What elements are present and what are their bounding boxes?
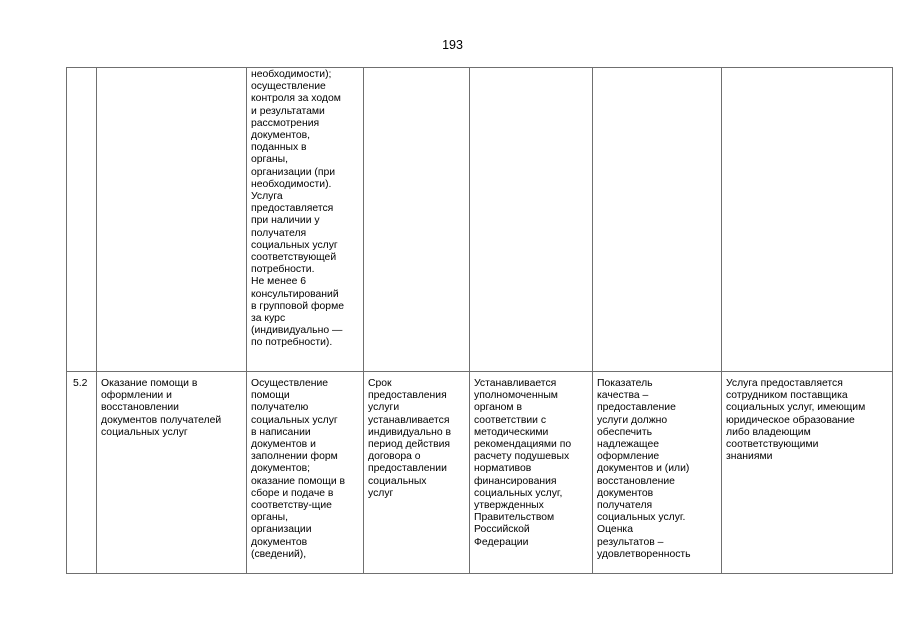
cell-text-line: (сведений), xyxy=(251,548,307,560)
cell-text-line: финансирования xyxy=(474,475,557,487)
cell-service-description xyxy=(247,68,364,372)
cell-quality-indicators xyxy=(593,372,722,574)
cell-text-line: получателя xyxy=(251,227,307,239)
cell-text-line: надлежащее xyxy=(597,439,660,451)
cell-service-conditions xyxy=(722,68,893,372)
services-table xyxy=(66,67,893,574)
cell-text-line: Срок xyxy=(368,378,392,389)
cell-text-line: социальных услуг xyxy=(101,426,188,438)
cell-service-description xyxy=(247,372,364,574)
cell-text-line: услуги должно xyxy=(597,414,668,426)
cell-text-line: в групповой форме xyxy=(251,300,344,312)
cell-text-line: предоставления xyxy=(368,390,447,402)
cell-text-line: (индивидуально — xyxy=(251,325,343,337)
cell-text-line: по потребности). xyxy=(251,337,333,349)
cell-text-line: в написании xyxy=(251,426,311,438)
cell-text-line: уполномоченным xyxy=(474,390,558,402)
row-number-text: 5.2 xyxy=(73,378,88,389)
cell-text-line: организации (при xyxy=(251,166,336,178)
cell-text-line: устанавливается xyxy=(368,414,450,426)
cell-text-line: Правительством xyxy=(474,512,555,524)
cell-text-line: соответствующими xyxy=(726,439,819,451)
cell-text-line: методическими xyxy=(474,426,549,438)
cell-text-line: индивидуально в xyxy=(368,426,452,438)
cell-text-line: Устанавливается xyxy=(474,378,557,389)
cell-text-line: восстановление xyxy=(597,475,675,487)
cell-text-line: услуг xyxy=(368,487,394,499)
cell-text-line: Не менее 6 xyxy=(251,276,307,288)
cell-service-term xyxy=(364,372,470,574)
cell-text-line: расчету подушевых xyxy=(474,451,570,463)
cell-text-line: документов; xyxy=(251,463,311,475)
cell-text-line: сборе и подаче в xyxy=(251,487,334,499)
cell-text-line: оформление xyxy=(597,451,660,463)
cell-text-line: услуги xyxy=(368,402,400,414)
cell-text-line: Оценка xyxy=(597,524,633,536)
page-number: 193 xyxy=(442,38,463,52)
table-row-5-2 xyxy=(67,372,893,574)
cell-text-line: договора о xyxy=(368,451,421,463)
cell-text-line: Осуществление xyxy=(251,378,329,389)
cell-text-line: предоставляется xyxy=(251,203,334,215)
cell-text-line: социальных xyxy=(368,475,427,487)
cell-text-line: Оказание помощи в xyxy=(101,378,198,389)
cell-text-line: юридическое образование xyxy=(726,414,855,426)
cell-text-line: Услуга xyxy=(251,191,283,203)
cell-text-line: документов xyxy=(251,536,308,548)
cell-text-line: необходимости); xyxy=(251,69,332,80)
cell-text-line: контроля за ходом xyxy=(251,93,341,105)
cell-text-line: при наличии у xyxy=(251,215,320,227)
cell-text-line: осуществление xyxy=(251,81,326,93)
cell-text-line: органы, xyxy=(251,154,288,166)
cell-text-line: социальных услуг xyxy=(251,414,338,426)
cell-text-line: соответствующей xyxy=(251,252,337,264)
cell-text-line: Показатель xyxy=(597,378,653,389)
cell-text-line: сотрудником поставщика xyxy=(726,390,848,402)
cell-text-line: соответству-щие xyxy=(251,500,332,512)
cell-text-line: период действия xyxy=(368,439,451,451)
cell-service-conditions xyxy=(722,372,893,574)
cell-text-line: социальных услуг, xyxy=(474,487,563,499)
cell-service-term xyxy=(364,68,470,372)
cell-text-line: Российской xyxy=(474,524,530,536)
cell-text-line: Федерации xyxy=(474,536,529,548)
cell-service-norm xyxy=(470,372,593,574)
cell-text-line: за курс xyxy=(251,313,286,325)
cell-text-line: органом в xyxy=(474,402,522,414)
cell-text-line: документов, xyxy=(251,130,311,142)
cell-service-name xyxy=(97,372,247,574)
cell-number xyxy=(67,372,97,574)
cell-text-line: организации xyxy=(251,524,312,536)
cell-text-line: оформлении и xyxy=(101,390,172,402)
cell-text-line: нормативов xyxy=(474,463,532,475)
cell-text-line: заполнении форм xyxy=(251,451,338,463)
cell-text-line: обеспечить xyxy=(597,426,653,438)
cell-text-line: социальных услуг. xyxy=(597,512,686,524)
cell-text-line: получателю xyxy=(251,402,309,414)
cell-text-line: социальных услуг xyxy=(251,239,338,251)
cell-text-line: помощи xyxy=(251,390,290,402)
cell-text-line: знаниями xyxy=(726,451,773,463)
cell-text-line: и результатами xyxy=(251,105,325,117)
cell-quality-indicators xyxy=(593,68,722,372)
cell-text-line: консультирований xyxy=(251,288,339,300)
cell-text-line: необходимости). xyxy=(251,178,332,190)
table-row-continuation xyxy=(67,68,893,372)
cell-text-line: Услуга предоставляется xyxy=(726,378,843,389)
cell-service-name xyxy=(97,68,247,372)
cell-text-line: удовлетворенность xyxy=(597,548,691,560)
cell-text-line: рекомендациями по xyxy=(474,439,572,451)
cell-text-line: соответствии с xyxy=(474,414,547,426)
cell-text-line: социальных услуг, имеющим xyxy=(726,402,866,414)
cell-text-line: предоставление xyxy=(597,402,676,414)
cell-text-line: оказание помощи в xyxy=(251,475,346,487)
cell-text-line: качества – xyxy=(597,390,649,402)
cell-text-line: предоставлении xyxy=(368,463,447,475)
cell-service-norm xyxy=(470,68,593,372)
cell-text-line: восстановлении xyxy=(101,402,179,414)
cell-text-line: получателя xyxy=(597,500,653,512)
cell-text-line: потребности. xyxy=(251,264,315,276)
cell-text-line: результатов – xyxy=(597,536,664,548)
cell-text-line: рассмотрения xyxy=(251,117,320,129)
cell-text-line: утвержденных xyxy=(474,500,544,512)
cell-text-line: документов и xyxy=(251,439,316,451)
cell-text-line: либо владеющим xyxy=(726,426,811,438)
cell-text-line: документов xyxy=(597,487,654,499)
cell-text-line: документов и (или) xyxy=(597,463,690,475)
cell-text-line: поданных в xyxy=(251,142,307,154)
cell-text-line: документов получателей xyxy=(101,414,222,426)
cell-text-line: органы, xyxy=(251,512,288,524)
cell-number xyxy=(67,68,97,372)
